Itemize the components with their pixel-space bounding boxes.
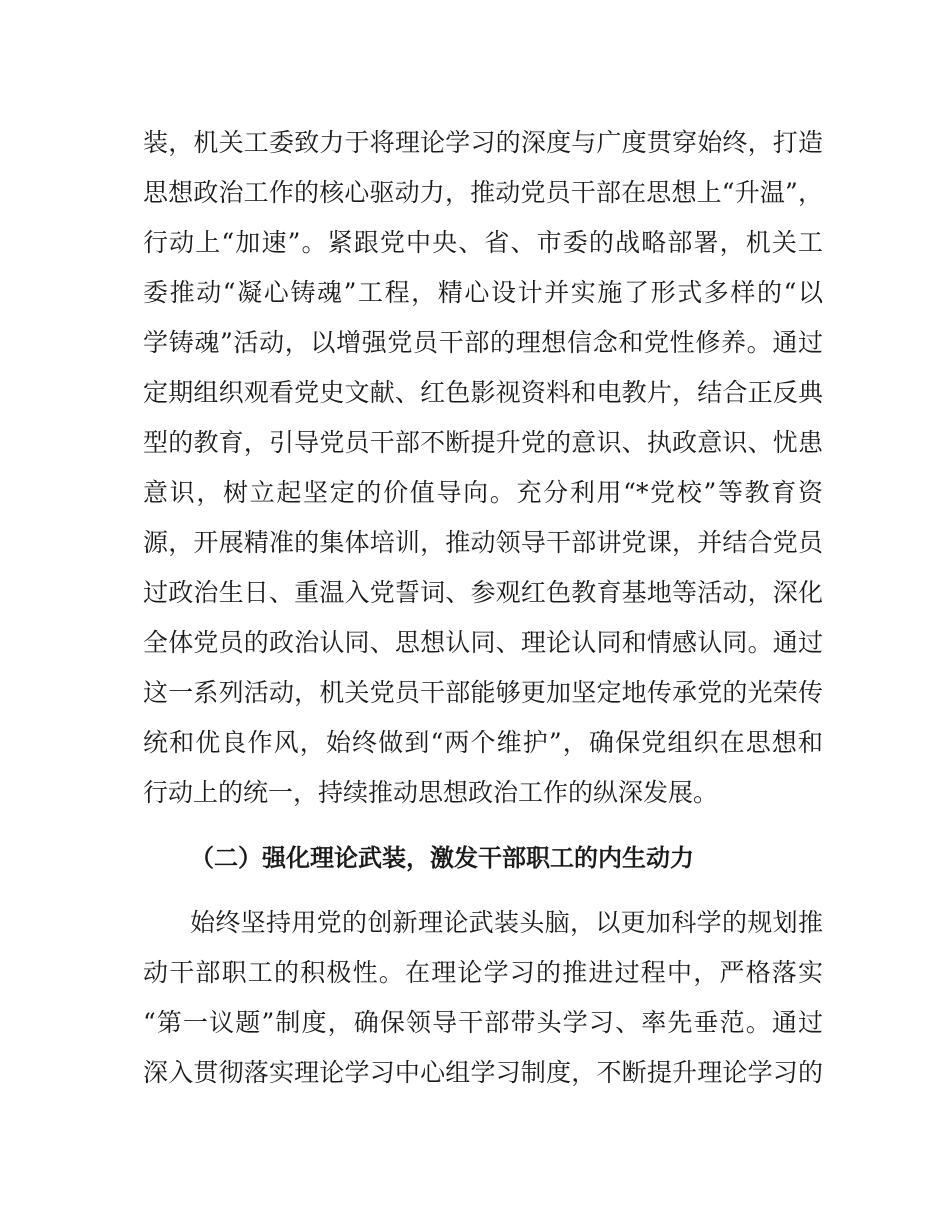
paragraph1-line-4: 委推动“凝心铸魂”工程，精心设计并实施了形式多样的“以 xyxy=(143,278,823,307)
paragraph2-line-2: 动干部职工的积极性。在理论学习的推进过程中，严格落实 xyxy=(143,958,823,987)
paragraph1-line-9: 源，开展精准的集体培训，推动领导干部讲党课，并结合党员 xyxy=(143,528,823,557)
paragraph1-line-3: 行动上“加速”。紧跟党中央、省、市委的战略部署，机关工 xyxy=(143,228,823,257)
paragraph2-line-4: 深入贯彻落实理论学习中心组学习制度，不断提升理论学习的 xyxy=(143,1058,823,1087)
paragraph2-line-1: 始终坚持用党的创新理论武装头脑，以更加科学的规划推 xyxy=(190,908,823,937)
paragraph1-line-2: 思想政治工作的核心驱动力，推动党员干部在思想上“升温”， xyxy=(143,178,823,207)
paragraph1-line-11: 全体党员的政治认同、思想认同、理论认同和情感认同。通过 xyxy=(143,628,823,657)
paragraph1-line-12: 这一系列活动，机关党员干部能够更加坚定地传承党的光荣传 xyxy=(143,678,823,707)
section-heading: （二）强化理论武装，激发干部职工的内生动力 xyxy=(190,844,694,872)
paragraph1-line-10: 过政治生日、重温入党誓词、参观红色教育基地等活动，深化 xyxy=(143,578,823,607)
paragraph1-line-1: 装，机关工委致力于将理论学习的深度与广度贯穿始终，打造 xyxy=(143,128,823,157)
paragraph1-line-13: 统和优良作风，始终做到“两个维护”，确保党组织在思想和 xyxy=(143,728,823,757)
paragraph2-line-3: “第一议题”制度，确保领导干部带头学习、率先垂范。通过 xyxy=(143,1008,823,1037)
paragraph1-line-8: 意识，树立起坚定的价值导向。充分利用“*党校”等教育资 xyxy=(143,478,823,507)
paragraph1-line-5: 学铸魂”活动，以增强党员干部的理想信念和党性修养。通过 xyxy=(143,328,823,357)
paragraph1-line-6: 定期组织观看党史文献、红色影视资料和电教片，结合正反典 xyxy=(143,378,823,407)
paragraph1-line-14: 行动上的统一，持续推动思想政治工作的纵深发展。 xyxy=(143,778,719,807)
paragraph1-line-7: 型的教育，引导党员干部不断提升党的意识、执政意识、忧患 xyxy=(143,428,823,457)
